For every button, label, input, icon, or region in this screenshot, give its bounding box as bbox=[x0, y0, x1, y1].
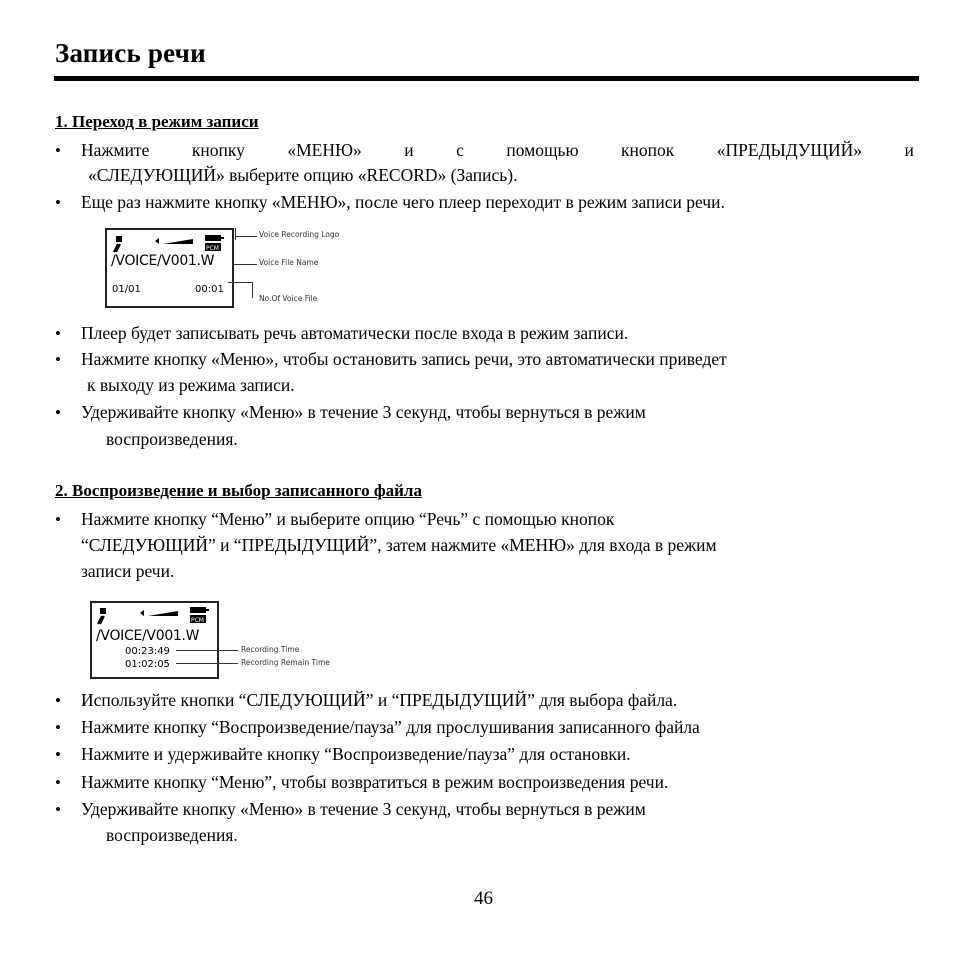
bullet-line: Нажмите и удерживайте кнопку “Воспроизведение/пауза” для остановки. bbox=[81, 744, 631, 764]
bullet-line: Плеер будет записывать речь автоматически после входа в режим записи. bbox=[81, 323, 629, 343]
bullet-dot-icon: • bbox=[55, 324, 61, 343]
lcd-screen bbox=[105, 228, 234, 308]
bullet-line: Нажмите кнопку «Меню», чтобы остановить запись речи, это автоматически приведет bbox=[81, 349, 727, 369]
bullet-dot-icon: • bbox=[55, 718, 61, 737]
bullet-dot-icon: • bbox=[55, 510, 61, 529]
callout-remain-time: Recording Remain Time bbox=[241, 658, 330, 667]
bullet-line: воспроизведения. bbox=[106, 429, 238, 449]
bullet-dot-icon: • bbox=[55, 350, 61, 369]
file-number: 01/01 bbox=[112, 284, 141, 295]
bullet-line: Удерживайте кнопку «Меню» в течение 3 секунд, чтобы вернуться в режим bbox=[81, 799, 646, 819]
callout-file-count: No.Of Voice File bbox=[259, 294, 318, 303]
format-badge: PCM bbox=[206, 245, 219, 252]
bullet-line: Нажмите кнопку «МЕНЮ» и с помощью кнопок «ПРЕДЫДУЩИЙ» и bbox=[81, 140, 914, 160]
microphone-icon bbox=[112, 236, 126, 254]
elapsed-time: 00:01 bbox=[195, 284, 224, 295]
bullet-dot-icon: • bbox=[55, 800, 61, 819]
volume-bar-icon bbox=[140, 608, 180, 618]
section-1-heading: 1. Переход в режим записи bbox=[55, 112, 259, 131]
bullet-line: Используйте кнопки “СЛЕДУЮЩИЙ” и “ПРЕДЫДУЩИЙ” для выбора файла. bbox=[81, 690, 678, 710]
bullet-dot-icon: • bbox=[55, 403, 61, 422]
bullet-line: Удерживайте кнопку «Меню» в течение 3 секунд, чтобы вернуться в режим bbox=[81, 402, 646, 422]
bullet-dot-icon: • bbox=[55, 773, 61, 792]
bullet-line: Нажмите кнопку “Меню” и выберите опцию “Речь” с помощью кнопок bbox=[81, 509, 615, 529]
recording-time: 00:23:49 bbox=[125, 646, 170, 657]
bullet-line: «СЛЕДУЮЩИЙ» выберите опцию «RECORD» (Запись). bbox=[88, 165, 518, 185]
bullet-line: к выходу из режима записи. bbox=[87, 375, 295, 395]
title-rule bbox=[54, 76, 919, 81]
bullet-dot-icon: • bbox=[55, 193, 61, 212]
bullet-dot-icon: • bbox=[55, 745, 61, 764]
bullet-dot-icon: • bbox=[55, 691, 61, 710]
page-title: Запись речи bbox=[55, 38, 206, 68]
page-number: 46 bbox=[474, 888, 493, 909]
microphone-icon bbox=[96, 608, 110, 626]
callout-voice-logo: Voice Recording Logo bbox=[259, 230, 340, 239]
format-badge: PCM bbox=[191, 617, 204, 624]
bullet-line: “СЛЕДУЮЩИЙ” и “ПРЕДЫДУЩИЙ”, затем нажмите «МЕНЮ» для входа в режим bbox=[81, 535, 717, 555]
remain-time: 01:02:05 bbox=[125, 659, 170, 670]
bullet-line: Еще раз нажмите кнопку «МЕНЮ», после чего плеер переходит в режим записи речи. bbox=[81, 192, 725, 212]
file-path: /VOICE/V001.W bbox=[96, 628, 200, 644]
bullet-dot-icon: • bbox=[55, 141, 61, 160]
lcd-screen bbox=[90, 601, 219, 679]
bullet-line: Нажмите кнопку “Меню”, чтобы возвратиться в режим воспроизведения речи. bbox=[81, 772, 669, 792]
volume-bar-icon bbox=[155, 236, 195, 246]
callout-recording-time: Recording Time bbox=[241, 645, 300, 654]
bullet-line: записи речи. bbox=[81, 561, 175, 581]
file-path: /VOICE/V001.W bbox=[111, 253, 215, 269]
callout-file-name: Voice File Name bbox=[259, 258, 319, 267]
bullet-line: Нажмите кнопку “Воспроизведение/пауза” для прослушивания записанного файла bbox=[81, 717, 700, 737]
section-2-heading: 2. Воспроизведение и выбор записанного файла bbox=[55, 481, 422, 500]
bullet-line: воспроизведения. bbox=[106, 825, 238, 845]
